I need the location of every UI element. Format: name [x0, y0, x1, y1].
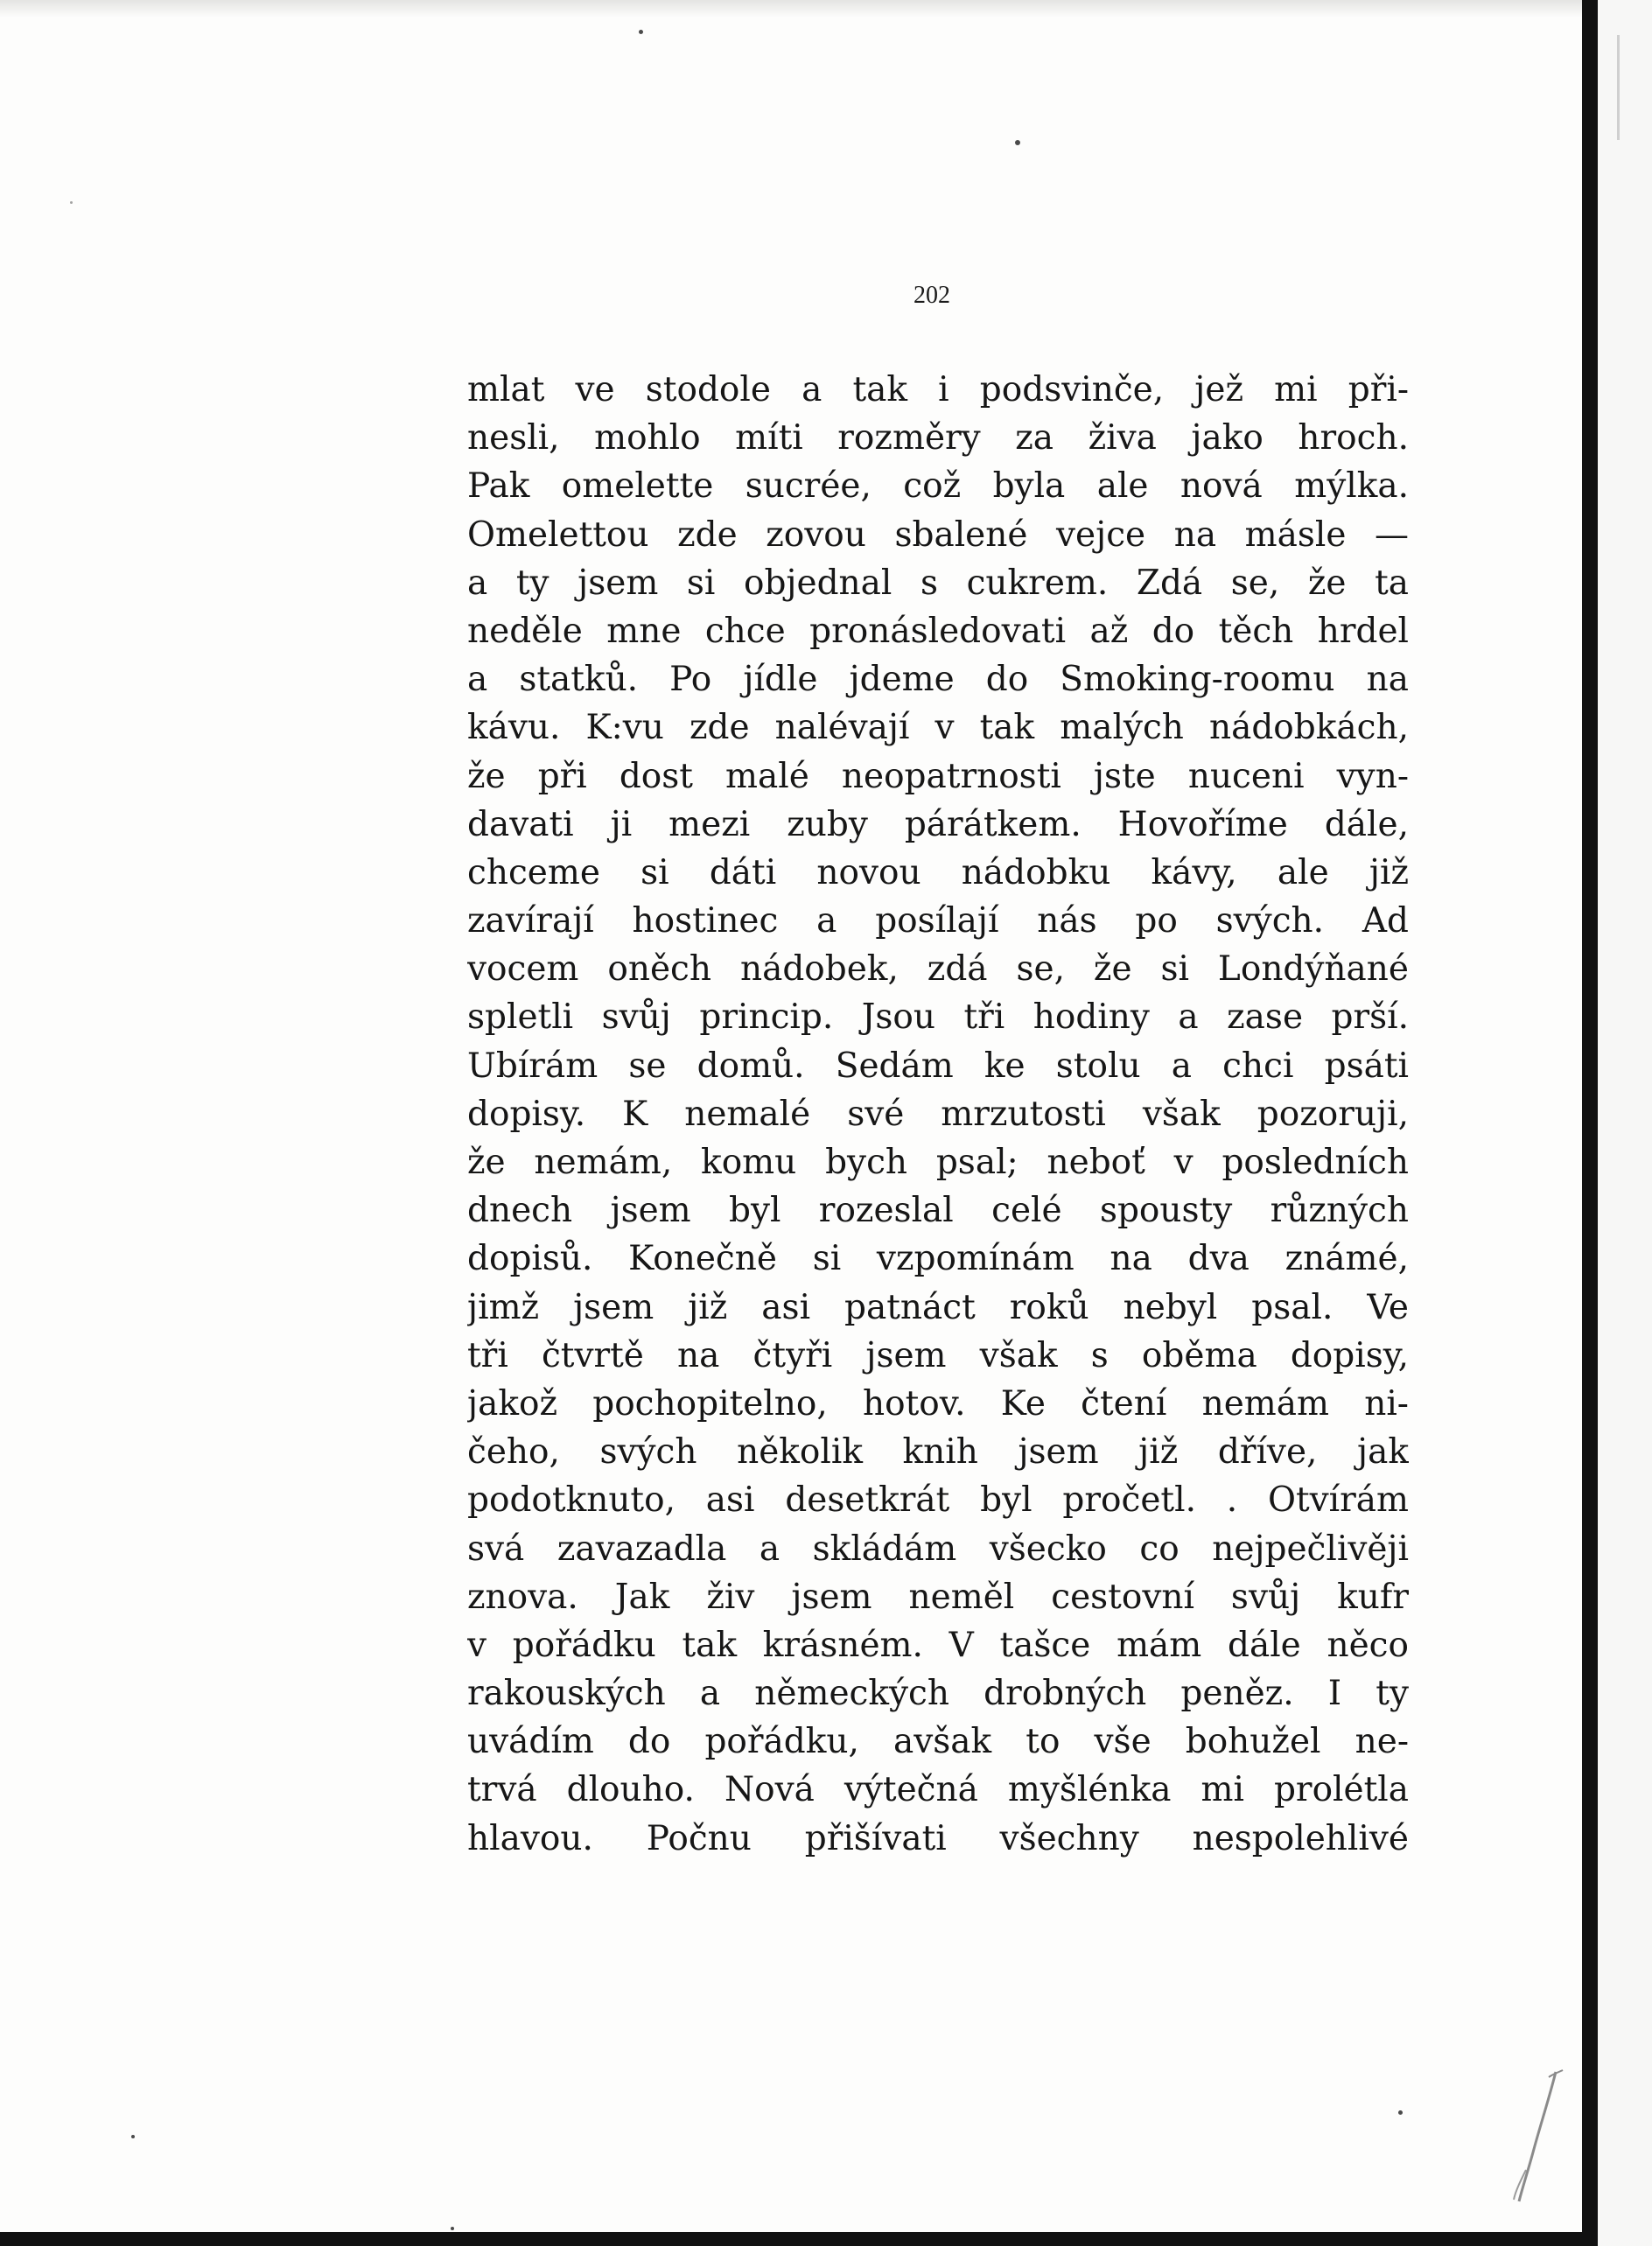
- scan-top-shadow: [0, 0, 1582, 17]
- text-line: v pořádku tak krásném. V tašce mám dále něco: [467, 1625, 1409, 1665]
- text-line: že nemám, komu bych psal; neboť v posledních: [467, 1143, 1409, 1182]
- text-line: znova. Jak živ jsem neměl cestovní svůj kufr: [467, 1577, 1409, 1617]
- text-line: a ty jsem si objednal s cukrem. Zdá se, že ta: [467, 563, 1409, 603]
- text-line: podotknuto, asi desetkrát byl pročetl. . Otvírám: [467, 1480, 1409, 1521]
- text-line: neděle mne chce pronásledovati až do těch hrdel: [467, 611, 1409, 651]
- text-line: tři čtvrtě na čtyři jsem však s oběma dopisy,: [467, 1335, 1409, 1375]
- text-line: vocem oněch nádobek, zdá se, že si Londýňané: [467, 949, 1409, 990]
- pencil-mark: [1488, 2065, 1566, 2205]
- body-text: [467, 366, 1409, 1863]
- page-number: 202: [914, 282, 950, 309]
- text-line: svá zavazadla a skládám všecko co nejpečlivěji: [467, 1529, 1409, 1569]
- text-line: dnech jsem byl rozeslal celé spousty různých: [467, 1191, 1409, 1231]
- text-line: mlat ve stodole a tak i podsvinče, jež mi při-: [467, 370, 1409, 409]
- text-line: jimž jsem již asi patnáct roků nebyl psal. Ve: [467, 1287, 1409, 1327]
- text-line: nesli, mohlo míti rozměry za živa jako hroch.: [467, 418, 1409, 458]
- gutter-mark: [1617, 35, 1620, 140]
- text-line: spletli svůj princip. Jsou tři hodiny a zase prší.: [467, 997, 1409, 1038]
- text-line: dopisů. Konečně si vzpomínám na dva známé,: [467, 1239, 1409, 1279]
- text-line: zavírají hostinec a posílají nás po svých. Ad: [467, 901, 1409, 941]
- dust-speck: [70, 201, 73, 204]
- scan-bottom-border: [0, 2232, 1598, 2246]
- text-line: Ubírám se domů. Sedám ke stolu a chci psáti: [467, 1046, 1409, 1086]
- text-line: rakouských a německých drobných peněz. I ty: [467, 1674, 1409, 1714]
- scan-right-gutter: [1598, 0, 1652, 2246]
- text-line: jakož pochopitelno, hotov. Ke čtení nemám ni-: [467, 1383, 1409, 1424]
- dust-speck: [1015, 140, 1020, 145]
- dust-speck: [131, 2135, 135, 2138]
- text-line: kávu. K:vu zde nalévají v tak malých nádobkách,: [467, 708, 1409, 748]
- text-line: dopisy. K nemalé své mrzutosti však pozoruji,: [467, 1094, 1409, 1134]
- text-line: a statků. Po jídle jdeme do Smoking-roomu na: [467, 660, 1409, 700]
- scan-right-border: [1582, 0, 1598, 2246]
- text-line: čeho, svých několik knih jsem již dříve, jak: [467, 1432, 1409, 1473]
- text-line: davati ji mezi zuby párátkem. Hovoříme dále,: [467, 804, 1409, 844]
- text-line: uvádím do pořádku, avšak to vše bohužel ne-: [467, 1722, 1409, 1762]
- text-line: že při dost malé neopatrnosti jste nuceni vyn-: [467, 756, 1409, 796]
- dust-speck: [451, 2227, 454, 2230]
- text-line: hlavou. Počnu přišívati všechny nespolehlivé: [467, 1818, 1409, 1858]
- text-line: chceme si dáti novou nádobku kávy, ale již: [467, 852, 1409, 892]
- dust-speck: [639, 30, 643, 34]
- dust-speck: [1398, 2110, 1403, 2115]
- text-line: trvá dlouho. Nová výtečná myšlénka mi prolétla: [467, 1770, 1409, 1810]
- text-line: Pak omelette sucrée, což byla ale nová mýlka.: [467, 466, 1409, 507]
- text-line: Omelettou zde zovou sbalené vejce na másle —: [467, 514, 1409, 555]
